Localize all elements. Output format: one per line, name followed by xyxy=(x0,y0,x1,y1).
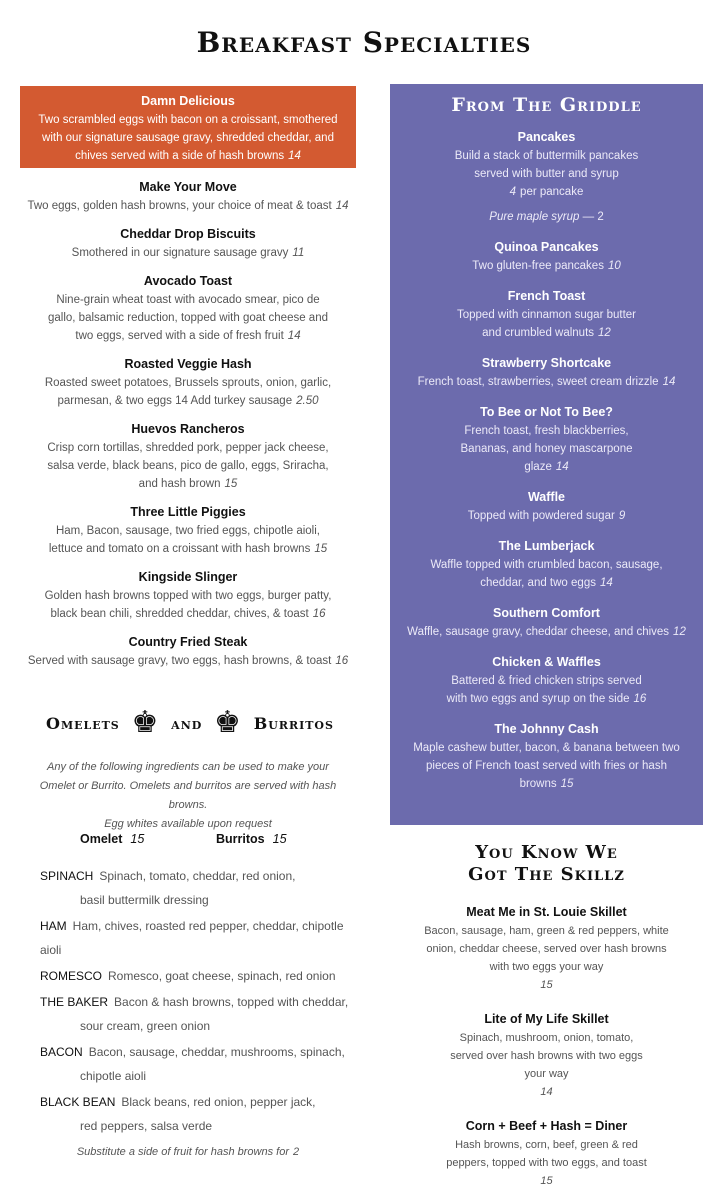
item-desc-text: Crisp corn tortillas, shredded pork, pepper jack cheese, salsa verde, black beans, pico de gallo, eggs, Sriracha, and hash brown xyxy=(47,442,329,490)
item-price: 16 xyxy=(633,693,647,705)
skillz-title-line: Got The Skillz xyxy=(468,864,625,885)
omelets-heading-word: Omelets xyxy=(46,713,120,733)
item-name: Roasted Veggie Hash xyxy=(124,357,252,371)
item-name: Lite of My Life Skillet xyxy=(484,1012,609,1026)
substitute-note xyxy=(20,1146,356,1158)
item-desc: Spinach, mushroom, onion, tomato, served over hash browns with two eggs your way xyxy=(450,1032,643,1080)
item-price: 14 xyxy=(599,577,613,589)
omelet-price: 15 xyxy=(130,832,145,846)
item-desc xyxy=(390,507,703,525)
filling-item[interactable] xyxy=(40,914,360,962)
filling-desc: Romesco, goat cheese, spinach, red onion xyxy=(108,969,336,983)
item-name: Quinoa Pancakes xyxy=(494,240,599,254)
item-price: 12 xyxy=(598,327,611,339)
item-desc: Hash browns, corn, beef, green & red peppers, topped with two eggs, and toast xyxy=(446,1139,647,1169)
item-desc xyxy=(447,672,647,708)
item-name: Make Your Move xyxy=(139,180,237,194)
filling-name: THE BAKER xyxy=(40,995,109,1009)
filling-desc: Spinach, tomato, cheddar, red onion, xyxy=(99,869,296,883)
filling-name: BACON xyxy=(40,1045,83,1059)
item-desc-text: Topped with cinnamon sugar butter and crumbled walnuts xyxy=(457,309,636,339)
item-price: 14 xyxy=(288,150,301,162)
item-price: 2.50 xyxy=(296,395,319,407)
item-desc-text: Two eggs, golden hash browns, your choice of meat & toast xyxy=(27,200,332,212)
fillings-list xyxy=(40,864,360,1140)
burritos-heading-word: Burritos xyxy=(253,713,334,733)
item-price: 15 xyxy=(224,478,238,490)
item-name: Three Little Piggies xyxy=(130,505,246,519)
skillz-title xyxy=(390,842,703,886)
item-desc xyxy=(390,623,703,641)
menu-item[interactable] xyxy=(20,633,356,670)
item-desc-text: Topped with powdered sugar xyxy=(467,510,615,522)
syrup-note xyxy=(390,208,703,226)
filling-item[interactable] xyxy=(40,1090,360,1138)
item-desc: served with butter and syrup xyxy=(474,168,619,180)
item-desc-text: Maple cashew butter, bacon, & banana between two pieces of French toast served with fries or hash browns xyxy=(413,742,680,790)
item-name: Pancakes xyxy=(517,130,576,144)
item-desc xyxy=(38,522,338,558)
item-desc-text: Waffle, sausage gravy, cheddar cheese, and chives xyxy=(407,626,670,638)
item-desc xyxy=(38,111,338,165)
filling-desc: Ham, chives, roasted red pepper, cheddar, chipotle aioli xyxy=(40,919,344,957)
item-desc xyxy=(427,556,667,592)
left-items-list xyxy=(20,178,356,670)
substitute-text: Substitute a side of fruit for hash browns for xyxy=(76,1146,290,1158)
substitute-price: 2 xyxy=(293,1146,300,1158)
skillz-list xyxy=(390,903,703,1200)
price-unit: per pancake xyxy=(520,186,584,198)
filling-name: BLACK BEAN xyxy=(40,1095,116,1109)
item-desc xyxy=(43,291,333,345)
item-name: French Toast xyxy=(507,289,586,303)
item-desc-text: Ham, Bacon, sausage, two fried eggs, chipotle aioli, lettuce and tomato on a croissant with hash browns xyxy=(48,525,320,555)
item-desc xyxy=(390,257,703,275)
menu-item[interactable] xyxy=(390,488,703,525)
item-desc xyxy=(20,652,356,670)
menu-item[interactable] xyxy=(390,720,703,793)
omelets-burritos-heading xyxy=(20,705,356,740)
griddle-section xyxy=(390,84,703,825)
item-desc xyxy=(38,439,338,493)
burrito-price-label xyxy=(216,832,287,846)
syrup-label: Pure maple syrup xyxy=(489,211,580,223)
filling-desc-cont: chipotle aioli xyxy=(80,1069,147,1083)
item-price: 11 xyxy=(292,247,305,259)
griddle-title: From The Griddle xyxy=(451,94,642,116)
burrito-price: 15 xyxy=(272,832,287,846)
menu-item[interactable] xyxy=(390,1117,703,1190)
filling-desc-cont: sour cream, green onion xyxy=(80,1019,211,1033)
item-desc-text: Waffle topped with crumbled bacon, sausage, cheddar, and two eggs xyxy=(430,559,663,589)
item-name: Chicken & Waffles xyxy=(492,655,601,669)
item-price: 12 xyxy=(673,626,686,638)
item-desc xyxy=(390,1083,703,1101)
menu-item[interactable] xyxy=(390,403,703,476)
item-name: Meat Me in St. Louie Skillet xyxy=(466,905,627,919)
item-desc: Build a stack of buttermilk pancakes xyxy=(454,150,639,162)
item-desc-text: Battered & fried chicken strips served with two eggs and syrup on the side xyxy=(446,675,642,705)
filling-name: HAM xyxy=(40,919,67,933)
filling-item[interactable] xyxy=(40,964,360,988)
menu-item[interactable] xyxy=(390,287,703,342)
filling-desc-cont: red peppers, salsa verde xyxy=(80,1119,213,1133)
item-desc xyxy=(390,183,703,201)
item-desc-text: Two gluten-free pancakes xyxy=(472,260,604,272)
item-name: Country Fried Steak xyxy=(128,635,248,649)
item-desc xyxy=(20,244,356,262)
item-desc-text: Served with sausage gravy, two eggs, hash browns, & toast xyxy=(27,655,332,667)
item-name: Corn + Beef + Hash = Diner xyxy=(465,1119,628,1133)
item-price: 9 xyxy=(618,510,626,522)
item-name: Strawberry Shortcake xyxy=(481,356,612,370)
burrito-label: Burritos xyxy=(216,832,265,846)
item-price: 4 xyxy=(509,186,517,198)
intro-line: Omelet or Burrito. Omelets and burritos are served with hash browns. xyxy=(39,780,337,811)
item-desc xyxy=(409,739,684,793)
intro-line: Any of the following ingredients can be used to make your xyxy=(47,761,329,773)
item-price: 16 xyxy=(335,655,349,667)
item-name: Cheddar Drop Biscuits xyxy=(120,227,256,241)
menu-item[interactable] xyxy=(390,1010,703,1101)
featured-item[interactable] xyxy=(20,86,356,168)
menu-item[interactable] xyxy=(390,537,703,592)
item-desc xyxy=(20,197,356,215)
syrup-separator: — xyxy=(582,211,595,223)
item-desc-text: French toast, strawberries, sweet cream drizzle xyxy=(417,376,659,388)
item-desc xyxy=(452,306,642,342)
item-price: 15 xyxy=(560,778,574,790)
item-name: Huevos Rancheros xyxy=(131,422,245,436)
item-desc-text: Roasted sweet potatoes, Brussels sprouts, onion, garlic, parmesan, & two eggs 14 Add turkey sausage xyxy=(44,377,332,407)
item-price: 14 xyxy=(540,1086,553,1098)
filling-desc: Bacon, sausage, cheddar, mushrooms, spinach, xyxy=(88,1045,345,1059)
item-name: Waffle xyxy=(527,490,566,504)
filling-desc: Bacon & hash browns, topped with cheddar, xyxy=(114,995,349,1009)
item-price: 10 xyxy=(607,260,621,272)
item-name: The Lumberjack xyxy=(498,539,595,553)
menu-item[interactable] xyxy=(390,604,703,641)
item-name: Southern Comfort xyxy=(493,606,600,620)
chess-king-icon: ♚ xyxy=(131,705,160,740)
item-desc-text: Two scrambled eggs with bacon on a croissant, smothered with our signature sausage gravy, shredded cheddar, and chives served with a side of hash browns xyxy=(38,114,338,162)
menu-item[interactable] xyxy=(20,178,356,215)
filling-name: SPINACH xyxy=(40,869,94,883)
filling-item[interactable] xyxy=(40,864,360,912)
item-desc: Bacon, sausage, ham, green & red peppers, white onion, cheddar cheese, served over hash browns with two eggs your way xyxy=(424,925,669,973)
menu-item[interactable] xyxy=(390,128,703,226)
item-desc-text: Nine-grain wheat toast with avocado smear, pico de gallo, balsamic reduction, topped with goat cheese and two eggs, served with a side of fresh fruit xyxy=(47,294,328,342)
menu-item[interactable] xyxy=(390,653,703,708)
menu-item[interactable] xyxy=(390,354,703,391)
menu-item[interactable] xyxy=(20,225,356,262)
and-heading-word: and xyxy=(171,713,203,733)
item-name: Avocado Toast xyxy=(143,274,233,288)
menu-item[interactable] xyxy=(20,568,356,623)
item-desc xyxy=(390,976,703,994)
item-desc-text: French toast, fresh blackberries, Bananas, and honey mascarpone glaze xyxy=(460,425,633,473)
filling-name: ROMESCO xyxy=(40,969,103,983)
filling-desc-cont: basil buttermilk dressing xyxy=(80,893,209,907)
menu-item[interactable] xyxy=(390,903,703,994)
item-desc xyxy=(38,587,338,623)
item-desc xyxy=(442,422,652,476)
item-desc-text: Smothered in our signature sausage gravy xyxy=(71,247,289,259)
menu-item[interactable] xyxy=(20,355,356,410)
intro-line: Egg whites available upon request xyxy=(104,818,272,830)
filling-item[interactable] xyxy=(40,1040,360,1088)
filling-desc: Black beans, red onion, pepper jack, xyxy=(121,1095,316,1109)
menu-item[interactable] xyxy=(20,272,356,345)
item-name: The Johnny Cash xyxy=(494,722,599,736)
menu-item[interactable] xyxy=(390,238,703,275)
item-price: 15 xyxy=(314,543,328,555)
item-price: 16 xyxy=(312,608,326,620)
item-price: 14 xyxy=(287,330,301,342)
menu-item[interactable] xyxy=(20,420,356,493)
omelet-intro xyxy=(20,758,356,834)
skillz-title-line: You Know We xyxy=(475,842,618,863)
item-desc xyxy=(390,1172,703,1190)
item-desc-text: Golden hash browns topped with two eggs, burger patty, black bean chili, shredded cheddar, chives, & toast xyxy=(44,590,332,620)
omelet-price-label xyxy=(80,832,144,846)
syrup-price: 2 xyxy=(597,211,604,223)
item-price: 14 xyxy=(662,376,676,388)
page-title: Breakfast Specialties xyxy=(196,26,532,59)
item-price: 14 xyxy=(335,200,349,212)
item-name: Kingside Slinger xyxy=(138,570,238,584)
omelet-label: Omelet xyxy=(80,832,123,846)
item-name: To Bee or Not To Bee? xyxy=(480,405,613,419)
item-price: 14 xyxy=(555,461,569,473)
chess-king-icon: ♚ xyxy=(214,705,242,740)
filling-item[interactable] xyxy=(40,990,360,1038)
item-desc xyxy=(43,374,333,410)
item-price: 15 xyxy=(540,979,553,991)
menu-item[interactable] xyxy=(20,503,356,558)
item-name: Damn Delicious xyxy=(141,94,235,108)
left-column xyxy=(20,86,356,670)
item-desc xyxy=(390,373,703,391)
item-price: 15 xyxy=(540,1175,553,1187)
